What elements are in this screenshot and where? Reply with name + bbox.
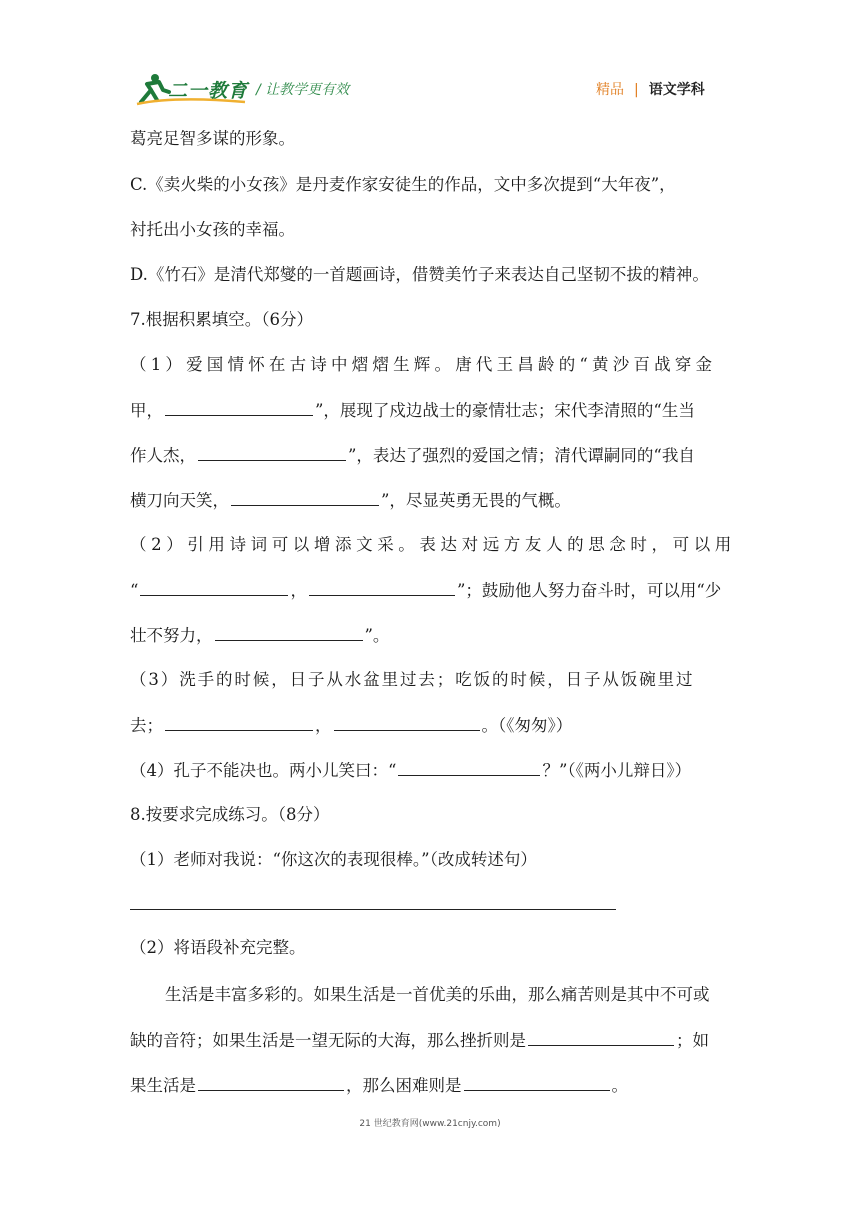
text: 果生活是: [130, 1076, 196, 1095]
text: ”，展现了戍边战士的豪情壮志；宋代李清照的“生当: [315, 401, 695, 420]
text: ；如: [676, 1031, 709, 1050]
answer-blank[interactable]: [198, 444, 346, 461]
text: “: [130, 581, 139, 600]
text: ”，尽显英勇无畏的气概。: [381, 491, 571, 510]
text: 缺的音符；如果生活是一望无际的大海，那么挫折则是: [130, 1031, 526, 1050]
option-c-line: C.《卖火柴的小女孩》是丹麦作家安徒生的作品，文中多次提到“大年夜”，: [130, 175, 676, 194]
answer-blank[interactable]: [165, 714, 313, 731]
subject-label: 语文学科: [648, 82, 705, 98]
answer-line[interactable]: [130, 909, 616, 910]
premium-label: 精品: [596, 82, 624, 98]
answer-blank[interactable]: [309, 579, 455, 596]
q7-1-line: [130, 489, 730, 512]
q7-1-line: [130, 399, 730, 422]
page-header: [0, 0, 860, 120]
q7-3-line: [130, 714, 730, 737]
text: 。: [611, 1076, 628, 1095]
answer-blank[interactable]: [215, 624, 363, 641]
text: ？”（《两小儿辩日》）: [542, 761, 692, 780]
paragraph-line: [130, 1074, 730, 1097]
answer-blank[interactable]: [165, 399, 313, 416]
q7-2-line: [130, 534, 736, 556]
text: 。（《匆匆》）: [481, 716, 573, 735]
answer-blank[interactable]: [398, 759, 540, 776]
text-line: 衬托出小女孩的幸福。: [130, 220, 295, 239]
text: 去；: [130, 716, 163, 735]
answer-blank[interactable]: [231, 489, 379, 506]
text: ，那么困难则是: [346, 1076, 462, 1095]
page-footer: 21 世纪教育网(www.21cnjy.com): [359, 1119, 501, 1129]
header-separator: |: [634, 82, 639, 98]
paragraph-line: 生活是丰富多彩的。如果生活是一首优美的乐曲，那么痛苦则是其中不可或: [165, 985, 710, 1004]
text: 壮不努力，: [130, 626, 213, 645]
answer-blank[interactable]: [334, 714, 480, 731]
brand-label: [596, 79, 705, 99]
text: ”。: [364, 626, 390, 645]
answer-blank[interactable]: [464, 1074, 610, 1091]
q7-3-line: [130, 669, 730, 691]
text: 甲，: [130, 401, 163, 420]
q7-1-text: （1）爱国情怀在古诗中熠熠生辉。唐代王昌龄的“黄沙百战穿金: [130, 355, 717, 374]
text: ，: [290, 581, 307, 600]
question-7-title: 7.根据积累填空。（6分）: [130, 310, 313, 329]
q7-2-line: [130, 579, 730, 602]
q7-3-text: （3）洗手的时候，日子从水盆里过去；吃饭的时候，日子从饭碗里过: [130, 670, 695, 689]
text: ”，表达了强烈的爱国之情；清代谭嗣同的“我自: [348, 446, 695, 465]
q7-1-line: [130, 354, 730, 376]
paragraph-line: [130, 1029, 730, 1052]
q8-2-line: （2）将语段补充完整。: [130, 938, 306, 957]
q7-1-line: [130, 444, 730, 467]
option-d-line: D.《竹石》是清代郑燮的一首题画诗，借赞美竹子来表达自己坚韧不拔的精神。: [130, 265, 709, 284]
text: 作人杰，: [130, 446, 196, 465]
q7-4-line: [130, 759, 730, 782]
answer-blank[interactable]: [528, 1029, 674, 1046]
logo-text: 二一教育: [168, 80, 249, 102]
text: （4）孔子不能决也。两小儿笑曰：“: [130, 761, 397, 780]
answer-blank[interactable]: [198, 1074, 344, 1091]
text: ，: [315, 716, 332, 735]
q8-1-line: （1）老师对我说：“你这次的表现很棒。”（改成转述句）: [130, 850, 537, 869]
text: ”；鼓励他人努力奋斗时，可以用“少: [456, 581, 722, 600]
slogan: / 让教学更有效: [256, 82, 350, 98]
q7-2-line: [130, 624, 730, 647]
answer-blank[interactable]: [140, 579, 288, 596]
q7-2-text: （2）引用诗词可以增添文采。表达对远方友人的思念时，可以用: [130, 535, 736, 554]
question-8-title: 8.按要求完成练习。（8分）: [130, 805, 330, 824]
text-line: 葛亮足智多谋的形象。: [130, 129, 295, 148]
text: 横刀向天笑，: [130, 491, 229, 510]
